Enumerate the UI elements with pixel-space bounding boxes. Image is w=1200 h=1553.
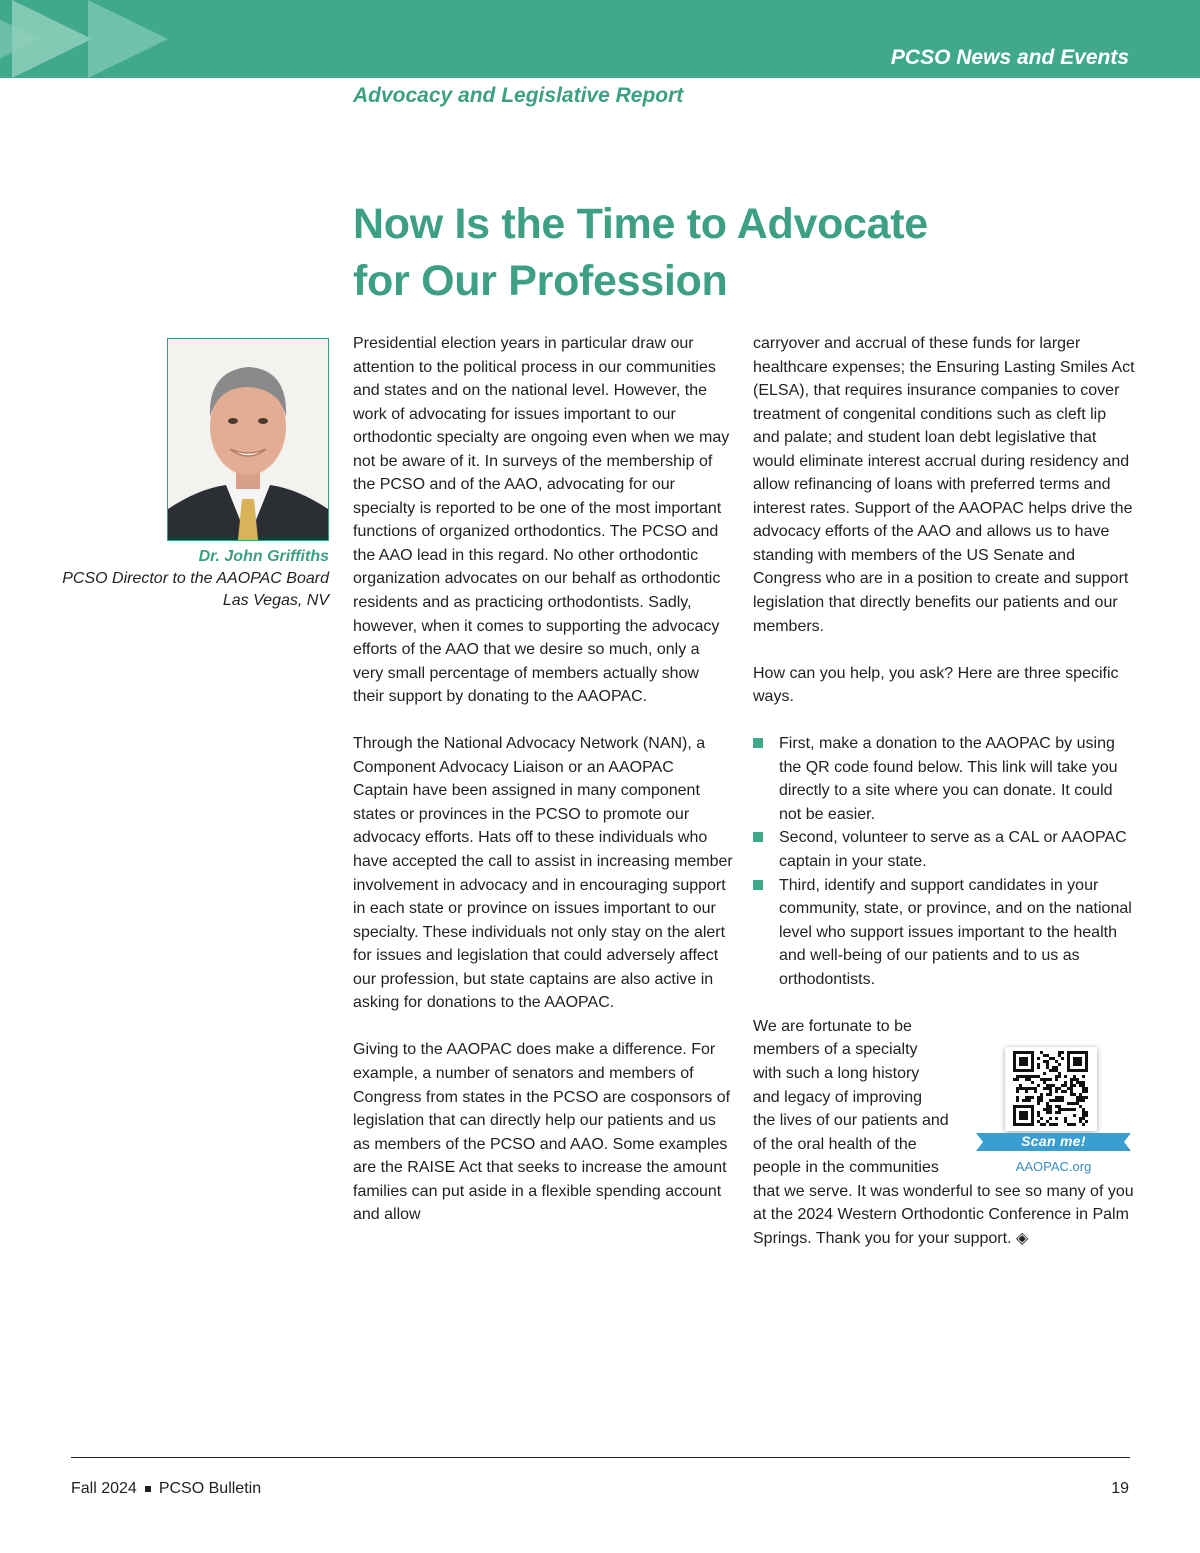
title-line-2: for Our Profession — [353, 257, 728, 305]
paragraph-1: Presidential election years in particular draw our attention to the political process in our communities and states and on the national level. However, the work of advocating for issues important to our orthodontic specialty are ongoing even when we may not be aware of it. In surveys of the membership of the PCSO and of the AAO, advocating for our specialty is reported to be one of the most important functions of organized orthodontics. The PCSO and the AAO lead in this regard. No other orthodontic organization advocates on our behalf as orthodontic residents and as practicing orthodontists. Sadly, however, when it comes to supporting the advocacy efforts of the AAO that we desire so much, only a very small percentage of members actually show their support by donating to the AAOPAC. — [353, 335, 730, 706]
paragraph-4: carryover and accrual of these funds for larger healthcare expenses; the Ensuring Lasting Smiles Act (ELSA), that requires insurance companies to cover treatment of congenital conditions such as cleft lip and palate; and student loan debt legislative that would eliminate interest accrual during residency and allow refinancing of loans with preferred terms and interest rates. Support of the AAOPAC helps drive the advocacy efforts of the AAO and allows us to have standing with members of the US Senate and Congress who are in a position to create and support legislation that directly benefits our patients and our members. — [753, 335, 1135, 635]
author-role: PCSO Director to the AAOPAC Board — [62, 570, 329, 587]
closing-line: the lives of our patients and — [753, 1112, 949, 1130]
footer-issue: Fall 2024 — [71, 1480, 137, 1497]
footer-title: PCSO Bulletin — [158, 1480, 262, 1497]
list-item-text: Third, identify and support candidates in your community, state, or province, and on the national level who support issues important to the health and well-being of our patients and to us as orthodontists. — [779, 876, 1132, 988]
closing-line: people in the communities — [753, 1159, 939, 1177]
footer-divider — [71, 1457, 1130, 1458]
qr-code-block[interactable] — [976, 1046, 1132, 1176]
paragraph-5: How can you help, you ask? Here are three specific ways. — [753, 664, 1119, 706]
title-line-1: Now Is the Time to Advocate — [353, 200, 928, 248]
closing-rest: that we serve. It was wonderful to see so many of you at the 2024 Western Orthodontic Conference in Palm Springs. Thank you for your support. ◈ — [753, 1182, 1134, 1247]
bullet-square-icon — [753, 832, 763, 842]
qr-code-icon[interactable] — [1005, 1047, 1097, 1131]
chevron-decoration-2 — [12, 0, 92, 78]
list-item-text: First, make a donation to the AAOPAC by using the QR code found below. This link will take you directly to a site where you can donate. It could not be easier. — [779, 735, 1118, 823]
list-item-text: Second, volunteer to serve as a CAL or AAOPAC captain in your state. — [779, 829, 1127, 871]
closing-line: with such a long history — [753, 1064, 920, 1082]
closing-line: We are fortunate to be — [753, 1017, 912, 1035]
ways-to-help-list — [753, 732, 1135, 991]
footer-publication — [71, 1480, 261, 1498]
separator-square-icon — [145, 1486, 151, 1492]
author-location: Las Vegas, NV — [222, 592, 329, 609]
author-caption — [62, 546, 329, 612]
author-portrait-illustration — [168, 339, 328, 540]
qr-code-card[interactable] — [1005, 1047, 1097, 1131]
article-title — [353, 196, 1133, 310]
closing-line: of the oral health of the — [753, 1135, 917, 1153]
bullet-square-icon — [753, 738, 763, 748]
report-label: Advocacy and Legislative Report — [353, 84, 684, 107]
section-label: PCSO News and Events — [890, 46, 1129, 69]
list-item — [753, 874, 1135, 992]
top-banner — [0, 0, 1200, 78]
chevron-decoration-3 — [88, 0, 168, 78]
qr-url-label[interactable]: AAOPAC.org — [1015, 1159, 1092, 1174]
page-number: 19 — [1111, 1480, 1129, 1497]
closing-line: and legacy of improving — [753, 1088, 922, 1106]
bullet-square-icon — [753, 880, 763, 890]
scan-me-label: Scan me! — [1021, 1133, 1086, 1149]
author-name: Dr. John Griffiths — [198, 548, 329, 565]
paragraph-3: Giving to the AAOPAC does make a difference. For example, a number of senators and members of Congress from states in the PCSO are cosponsors of legislation that can directly help our patients and us as members of the PCSO and AAO. Some examples are the RAISE Act that seeks to increase the amount families can put aside in a flexible spending account and allow — [353, 1041, 731, 1224]
paragraph-2: Through the National Advocacy Network (NAN), a Component Advocacy Liaison or an AAOPAC Captain have been assigned in many component states or provinces in the PCSO to promote our advocacy efforts. Hats off to these individuals who have accepted the call to assist in increasing member involvement in advocacy and in encouraging support in each state or province on issues important to our specialty. These individuals not only stay on the alert for issues and legislation that could adversely affect our profession, but state captains are also active in asking for donations to the AAOPAC. — [353, 735, 733, 1012]
article-column-1 — [353, 332, 733, 1227]
list-item — [753, 732, 1135, 826]
closing-line: members of a specialty — [753, 1041, 918, 1059]
author-photo — [167, 338, 329, 541]
list-item — [753, 826, 1135, 873]
